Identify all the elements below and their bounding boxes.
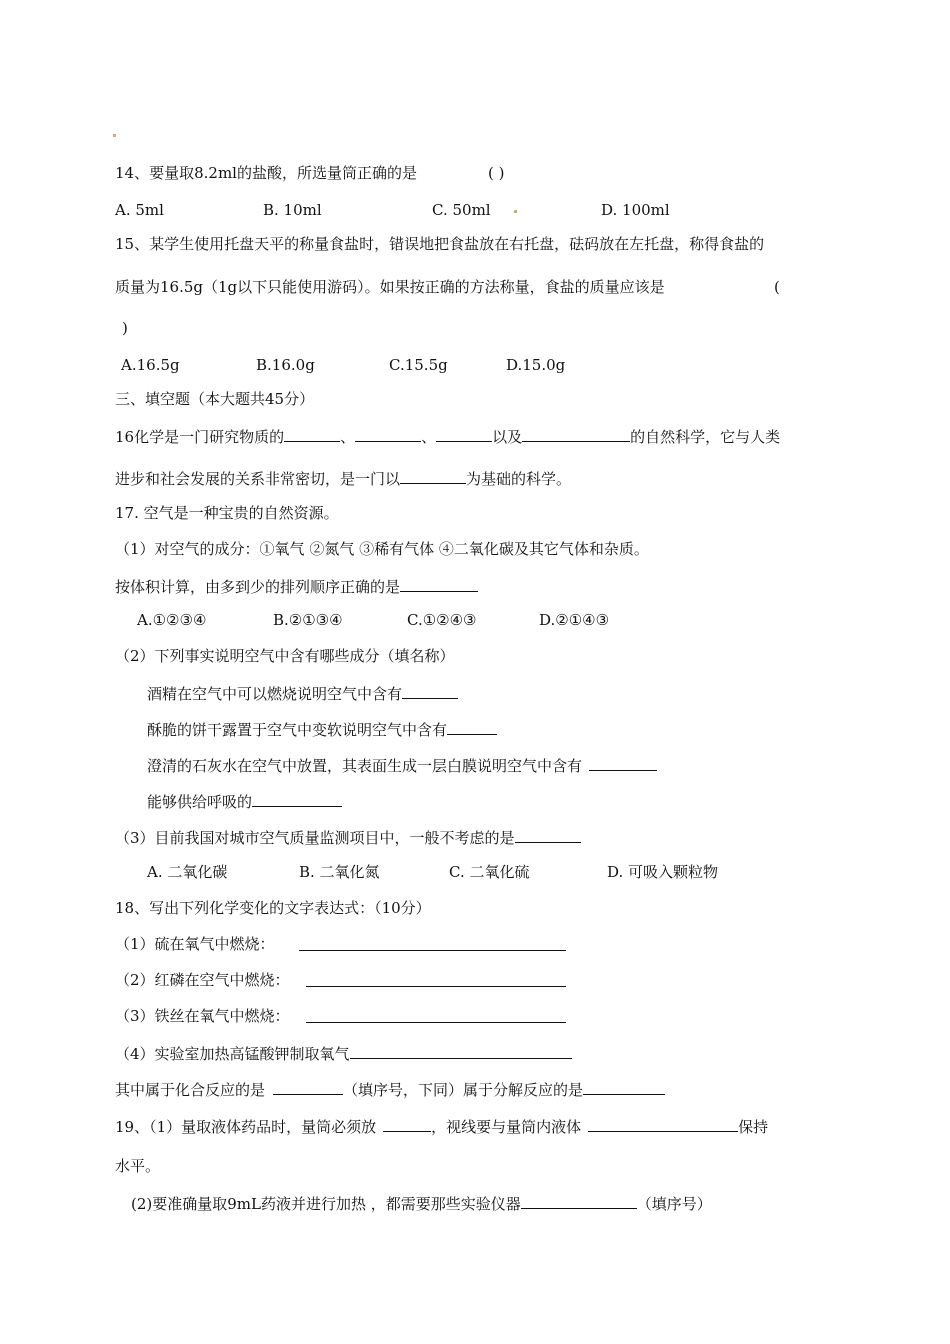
q15-option-a: A.16.5g [121, 356, 180, 374]
q14-stem: 14、要量取8.2ml的盐酸，所选量筒正确的是 ( ) [115, 164, 505, 182]
q15-paren-open: ( [774, 278, 780, 296]
q18-item: （2）红磷在空气中燃烧： [115, 971, 290, 989]
answer-blank[interactable] [589, 754, 657, 771]
answer-blank[interactable] [400, 575, 478, 592]
q17-sub3-option-c: C. 二氧化硫 [449, 863, 530, 881]
q18-item: （3）铁丝在氧气中燃烧： [115, 1007, 290, 1025]
answer-blank[interactable] [588, 1115, 738, 1132]
q17-sub2: （2）下列事实说明空气中含有哪些成分（填名称） [115, 647, 455, 665]
q14-option-c: C. 50ml [432, 201, 491, 219]
q17-sub2-item: 澄清的石灰水在空气中放置，其表面生成一层白膜说明空气中含有 [147, 754, 657, 776]
q16-line2: 进步和社会发展的关系非常密切，是一门以 为基础的科学。 [115, 467, 571, 489]
answer-blank[interactable] [355, 425, 421, 442]
answer-blank[interactable] [436, 425, 492, 442]
q14-option-b: B. 10ml [263, 201, 322, 219]
q18-summary: 其中属于化合反应的是 （填序号，下同）属于分解反应的是 [115, 1078, 665, 1100]
q17-option-a: A.①②③④ [137, 611, 207, 629]
answer-blank[interactable] [306, 1006, 566, 1023]
answer-blank[interactable] [447, 718, 497, 735]
speck-mark [514, 210, 517, 213]
answer-blank[interactable] [583, 1078, 665, 1095]
q18-item: （1）硫在氧气中燃烧： [115, 935, 275, 953]
answer-blank[interactable] [522, 425, 630, 442]
q17-sub2-item: 能够供给呼吸的 [147, 790, 342, 812]
answer-blank[interactable] [521, 1192, 637, 1209]
q15-line1: 15、某学生使用托盘天平的称量食盐时，错误地把食盐放在右托盘，砝码放在左托盘，称得食盐的 [115, 235, 765, 253]
q17-sub1: （1）对空气的成分：①氧气 ②氮气 ③稀有气体 ④二氧化碳及其它气体和杂质。 [115, 540, 649, 558]
q17-option-b: B.②①③④ [273, 611, 343, 629]
answer-blank[interactable] [383, 1115, 431, 1132]
q17-option-c: C.①②④③ [407, 611, 477, 629]
answer-blank[interactable] [400, 467, 466, 484]
answer-blank[interactable] [306, 970, 566, 987]
q17-sub2-item: 酒精在空气中可以燃烧说明空气中含有 [147, 682, 458, 704]
section-title: 三、填空题（本大题共45分） [115, 390, 315, 408]
q19-line1: 19、（1）量取液体药品时，量筒必须放 ，视线要与量筒内液体 保持 [115, 1115, 768, 1137]
answer-paren: ( ) [488, 164, 505, 182]
q16-line1: 16化学是一门研究物质的 、 、 以及 的自然科学，它与人类 [115, 425, 780, 447]
q14-option-a: A. 5ml [115, 201, 164, 219]
q17-title: 17. 空气是一种宝贵的自然资源。 [115, 504, 339, 522]
q17-sub2-item: 酥脆的饼干露置于空气中变软说明空气中含有 [147, 718, 497, 740]
q17-sub3-option-b: B. 二氧化氮 [299, 863, 380, 881]
q18-title: 18、写出下列化学变化的文字表达式：（10分） [115, 899, 431, 917]
q15-option-b: B.16.0g [256, 356, 315, 374]
answer-blank[interactable] [515, 826, 581, 843]
q17-sub1-question: 按体积计算，由多到少的排列顺序正确的是 [115, 575, 478, 597]
q18-item: （4）实验室加热高锰酸钾制取氧气 [115, 1042, 572, 1064]
answer-blank[interactable] [252, 790, 342, 807]
q17-option-d: D.②①④③ [539, 611, 610, 629]
q14-option-d: D. 100ml [601, 201, 670, 219]
q17-sub3-option-a: A. 二氧化碳 [147, 863, 228, 881]
q15-option-c: C.15.5g [389, 356, 448, 374]
q19-line3: (2)要准确量取9mL药液并进行加热 ，都需要那些实验仪器 （填序号） [131, 1192, 712, 1214]
q15-option-d: D.15.0g [506, 356, 566, 374]
speck-mark [113, 134, 116, 137]
answer-blank[interactable] [299, 934, 566, 951]
q15-paren-close: ) [122, 319, 128, 337]
answer-blank[interactable] [350, 1042, 572, 1059]
q15-line2: 质量为16.5g（1g以下只能使用游码）。如果按正确的方法称量，食盐的质量应该是 [115, 278, 665, 296]
answer-blank[interactable] [284, 425, 340, 442]
answer-blank[interactable] [273, 1078, 343, 1095]
answer-blank[interactable] [402, 682, 458, 699]
q17-sub3: （3）目前我国对城市空气质量监测项目中，一般不考虑的是 [115, 826, 581, 848]
q19-line2: 水平。 [115, 1157, 161, 1175]
q17-sub3-option-d: D. 可吸入颗粒物 [607, 863, 719, 881]
